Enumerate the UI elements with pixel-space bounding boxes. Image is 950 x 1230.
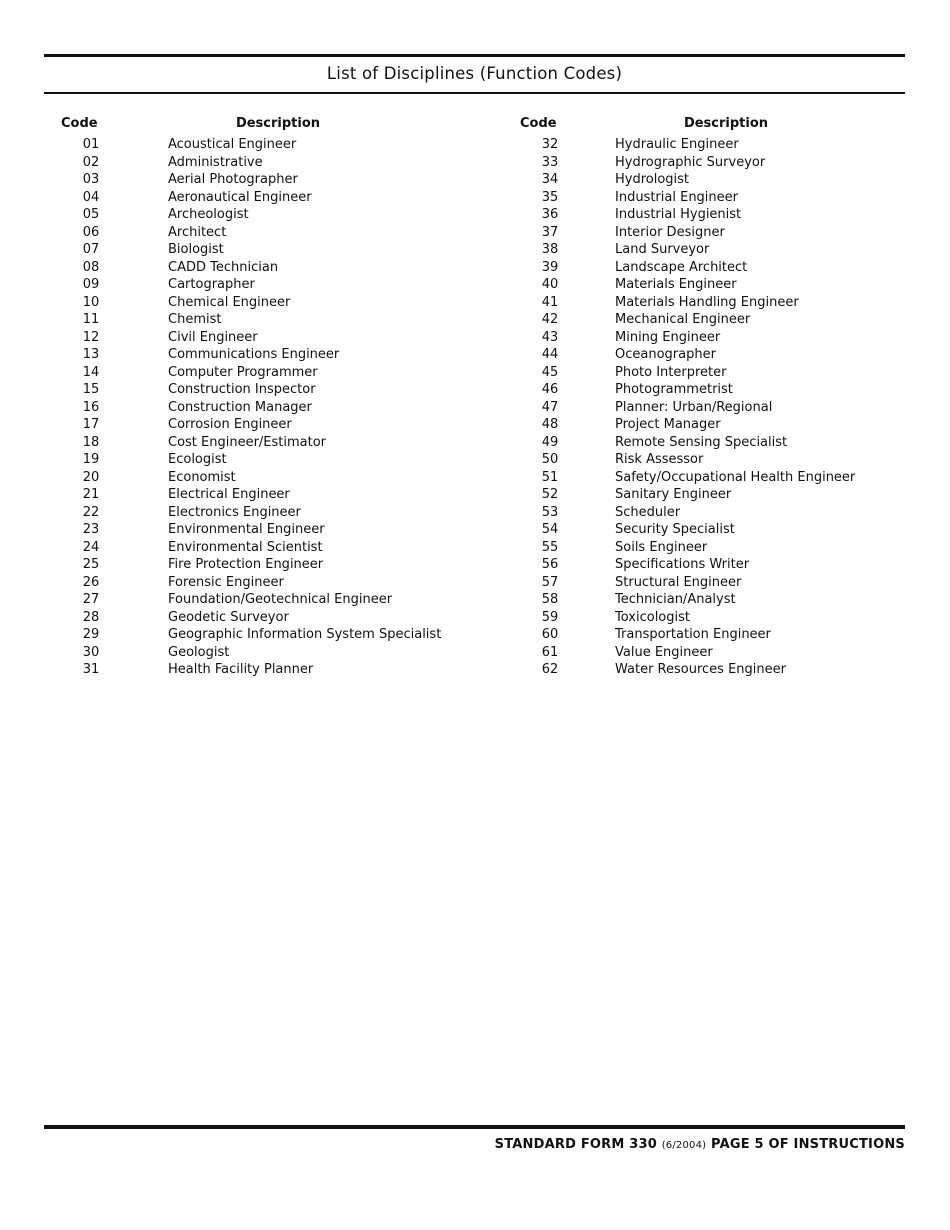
footer-rule	[44, 1125, 905, 1129]
discipline-code: 38	[541, 242, 559, 257]
discipline-description: Cartographer	[168, 277, 255, 292]
discipline-code: 29	[82, 627, 100, 642]
discipline-code: 35	[541, 189, 559, 205]
discipline-row	[503, 469, 905, 487]
description-header: Description	[235, 116, 321, 131]
discipline-description: Security Specialist	[615, 522, 735, 537]
discipline-code: 54	[541, 522, 559, 537]
discipline-code: 36	[541, 207, 559, 222]
discipline-row	[503, 241, 905, 259]
discipline-description: Land Surveyor	[615, 242, 710, 257]
discipline-code: 60	[541, 627, 559, 642]
discipline-code: 02	[82, 154, 100, 170]
discipline-code: 10	[82, 294, 100, 310]
discipline-code: 12	[82, 329, 100, 345]
discipline-row	[44, 346, 474, 364]
discipline-description: Electronics Engineer	[168, 504, 301, 520]
code-header: Code	[520, 116, 557, 131]
discipline-code: 09	[82, 277, 100, 292]
discipline-row	[44, 416, 474, 434]
discipline-description: Mechanical Engineer	[615, 312, 751, 327]
discipline-code: 01	[82, 137, 100, 152]
discipline-description: Geodetic Surveyor	[168, 609, 289, 625]
discipline-description: Foundation/Geotechnical Engineer	[168, 592, 393, 607]
discipline-description: Construction Manager	[168, 399, 312, 415]
discipline-code: 33	[541, 154, 559, 170]
discipline-row	[44, 276, 474, 294]
discipline-row	[503, 486, 905, 504]
discipline-description: Archeologist	[168, 207, 249, 222]
discipline-row	[503, 626, 905, 644]
discipline-code: 08	[82, 259, 100, 275]
discipline-row	[44, 294, 474, 312]
discipline-description: Ecologist	[168, 452, 227, 467]
discipline-row	[503, 661, 905, 679]
discipline-code: 24	[82, 539, 100, 555]
discipline-row	[503, 206, 905, 224]
right-discipline-column	[503, 114, 905, 679]
discipline-description: Aerial Photographer	[168, 172, 298, 187]
discipline-code: 53	[541, 504, 559, 520]
discipline-description: Computer Programmer	[168, 364, 318, 380]
discipline-description: Forensic Engineer	[168, 574, 284, 590]
discipline-code: 31	[82, 662, 100, 677]
discipline-description: Structural Engineer	[615, 574, 742, 590]
discipline-description: Civil Engineer	[168, 329, 258, 345]
discipline-code: 58	[541, 592, 559, 607]
discipline-row	[503, 171, 905, 189]
discipline-description: Safety/Occupational Health Engineer	[615, 469, 856, 485]
discipline-code: 21	[82, 487, 100, 502]
discipline-row	[503, 329, 905, 347]
discipline-row	[503, 311, 905, 329]
discipline-row	[44, 364, 474, 382]
discipline-description: Health Facility Planner	[168, 662, 314, 677]
discipline-description: Hydrologist	[615, 172, 690, 187]
discipline-code: 14	[82, 364, 100, 380]
discipline-description: Interior Designer	[615, 224, 725, 240]
discipline-description: Remote Sensing Specialist	[615, 434, 788, 450]
discipline-code: 47	[541, 399, 559, 415]
discipline-description: Biologist	[168, 242, 224, 257]
discipline-row	[44, 171, 474, 189]
discipline-description: Communications Engineer	[168, 347, 340, 362]
discipline-row	[44, 644, 474, 662]
discipline-description: Value Engineer	[615, 644, 713, 660]
description-header: Description	[683, 116, 769, 131]
discipline-code: 06	[82, 224, 100, 240]
discipline-row	[503, 504, 905, 522]
discipline-row	[503, 276, 905, 294]
discipline-row	[503, 574, 905, 592]
discipline-description: Landscape Architect	[615, 259, 748, 275]
discipline-code: 16	[82, 399, 100, 415]
left-discipline-column	[44, 114, 474, 679]
discipline-row	[44, 154, 474, 172]
top-rule	[44, 54, 905, 57]
discipline-row	[44, 381, 474, 399]
discipline-code: 20	[82, 469, 100, 485]
discipline-description: Sanitary Engineer	[615, 487, 732, 502]
page-label: PAGE 5 OF INSTRUCTIONS	[711, 1137, 905, 1152]
discipline-row	[503, 451, 905, 469]
discipline-code: 44	[541, 347, 559, 362]
discipline-code: 25	[82, 557, 100, 572]
discipline-code: 13	[82, 347, 100, 362]
discipline-description: Specifications Writer	[615, 557, 750, 572]
discipline-row	[44, 556, 474, 574]
discipline-row	[503, 294, 905, 312]
discipline-description: Economist	[168, 469, 236, 485]
discipline-row	[44, 311, 474, 329]
discipline-description: Industrial Hygienist	[615, 207, 742, 222]
discipline-row	[503, 591, 905, 609]
discipline-code: 23	[82, 522, 100, 537]
discipline-code: 17	[82, 417, 100, 432]
discipline-row	[503, 399, 905, 417]
form-date: (6/2004)	[661, 1140, 707, 1151]
discipline-code: 46	[541, 382, 559, 397]
discipline-description: Materials Engineer	[615, 277, 737, 292]
discipline-code: 61	[541, 644, 559, 660]
discipline-code: 07	[82, 242, 100, 257]
discipline-row	[44, 626, 474, 644]
discipline-row	[44, 329, 474, 347]
discipline-row	[44, 259, 474, 277]
discipline-row	[503, 416, 905, 434]
title-rule	[44, 92, 905, 94]
discipline-description: Photogrammetrist	[615, 382, 733, 397]
form-footer	[495, 1137, 905, 1152]
discipline-description: Corrosion Engineer	[168, 417, 292, 432]
discipline-description: Geographic Information System Specialist	[168, 627, 442, 642]
discipline-description: Architect	[168, 224, 227, 240]
discipline-description: Risk Assessor	[615, 452, 704, 467]
discipline-code: 56	[541, 557, 559, 572]
discipline-code: 26	[82, 574, 100, 590]
page-title: List of Disciplines (Function Codes)	[326, 64, 623, 83]
discipline-code: 48	[541, 417, 559, 432]
code-header: Code	[61, 116, 98, 131]
discipline-row	[44, 224, 474, 242]
discipline-code: 55	[541, 539, 559, 555]
discipline-code: 15	[82, 382, 100, 397]
discipline-description: Soils Engineer	[615, 539, 708, 555]
discipline-row	[44, 241, 474, 259]
discipline-code: 52	[541, 487, 559, 502]
discipline-row	[44, 469, 474, 487]
discipline-row	[44, 661, 474, 679]
discipline-row	[503, 136, 905, 154]
discipline-description: Environmental Engineer	[168, 522, 325, 537]
discipline-row	[44, 206, 474, 224]
discipline-description: Aeronautical Engineer	[168, 189, 312, 205]
left-column-header	[44, 114, 474, 136]
discipline-row	[44, 434, 474, 452]
discipline-code: 49	[541, 434, 559, 450]
discipline-code: 30	[82, 644, 100, 660]
discipline-description: Mining Engineer	[615, 329, 721, 345]
discipline-code: 50	[541, 452, 559, 467]
discipline-row	[44, 521, 474, 539]
discipline-description: Fire Protection Engineer	[168, 557, 324, 572]
form-name: STANDARD FORM 330	[494, 1137, 657, 1152]
discipline-code: 19	[82, 452, 100, 467]
discipline-code: 42	[541, 312, 559, 327]
discipline-description: Cost Engineer/Estimator	[168, 434, 327, 450]
discipline-code: 43	[541, 329, 559, 345]
discipline-row	[44, 451, 474, 469]
discipline-description: Chemist	[168, 312, 222, 327]
discipline-code: 05	[82, 207, 100, 222]
discipline-description: Transportation Engineer	[615, 627, 771, 642]
discipline-description: Water Resources Engineer	[615, 662, 786, 677]
discipline-code: 51	[541, 469, 559, 485]
discipline-code: 18	[82, 434, 100, 450]
discipline-description: Geologist	[168, 644, 230, 660]
discipline-row	[503, 189, 905, 207]
discipline-row	[503, 539, 905, 557]
discipline-description: Planner: Urban/Regional	[615, 399, 773, 415]
discipline-description: Administrative	[168, 154, 263, 170]
discipline-code: 37	[541, 224, 559, 240]
right-column-header	[503, 114, 905, 136]
discipline-row	[503, 609, 905, 627]
discipline-description: Materials Handling Engineer	[615, 294, 799, 310]
discipline-row	[503, 556, 905, 574]
discipline-row	[503, 521, 905, 539]
discipline-description: Construction Inspector	[168, 382, 316, 397]
discipline-code: 57	[541, 574, 559, 590]
discipline-row	[44, 539, 474, 557]
discipline-code: 28	[82, 609, 100, 625]
discipline-description: Hydraulic Engineer	[615, 137, 739, 152]
discipline-row	[44, 504, 474, 522]
discipline-code: 40	[541, 277, 559, 292]
discipline-code: 04	[82, 189, 100, 205]
discipline-row	[44, 486, 474, 504]
discipline-code: 27	[82, 592, 100, 607]
discipline-row	[503, 154, 905, 172]
discipline-row	[44, 189, 474, 207]
discipline-code: 32	[541, 137, 559, 152]
discipline-row	[44, 136, 474, 154]
discipline-code: 41	[541, 294, 559, 310]
discipline-row	[44, 609, 474, 627]
discipline-row	[503, 381, 905, 399]
discipline-row	[503, 644, 905, 662]
discipline-description: Project Manager	[615, 417, 721, 432]
discipline-code: 22	[82, 504, 100, 520]
discipline-code: 62	[541, 662, 559, 677]
discipline-description: Acoustical Engineer	[168, 137, 297, 152]
discipline-description: Hydrographic Surveyor	[615, 154, 766, 170]
discipline-row	[503, 346, 905, 364]
discipline-description: Electrical Engineer	[168, 487, 290, 502]
discipline-description: Scheduler	[615, 504, 681, 520]
discipline-code: 45	[541, 364, 559, 380]
discipline-description: Industrial Engineer	[615, 189, 738, 205]
discipline-row	[44, 399, 474, 417]
discipline-row	[503, 434, 905, 452]
discipline-code: 03	[82, 172, 100, 187]
discipline-description: Technician/Analyst	[615, 592, 736, 607]
discipline-description: Environmental Scientist	[168, 539, 323, 555]
discipline-row	[44, 574, 474, 592]
discipline-description: Chemical Engineer	[168, 294, 291, 310]
discipline-code: 39	[541, 259, 559, 275]
discipline-description: Photo Interpreter	[615, 364, 727, 380]
discipline-row	[503, 364, 905, 382]
left-rows	[44, 136, 474, 679]
discipline-row	[44, 591, 474, 609]
discipline-code: 34	[541, 172, 559, 187]
discipline-description: Toxicologist	[615, 609, 690, 625]
discipline-code: 59	[541, 609, 559, 625]
discipline-description: Oceanographer	[615, 347, 716, 362]
right-rows	[503, 136, 905, 679]
discipline-row	[503, 224, 905, 242]
discipline-row	[503, 259, 905, 277]
discipline-description: CADD Technician	[168, 259, 279, 275]
discipline-code: 11	[82, 312, 100, 327]
